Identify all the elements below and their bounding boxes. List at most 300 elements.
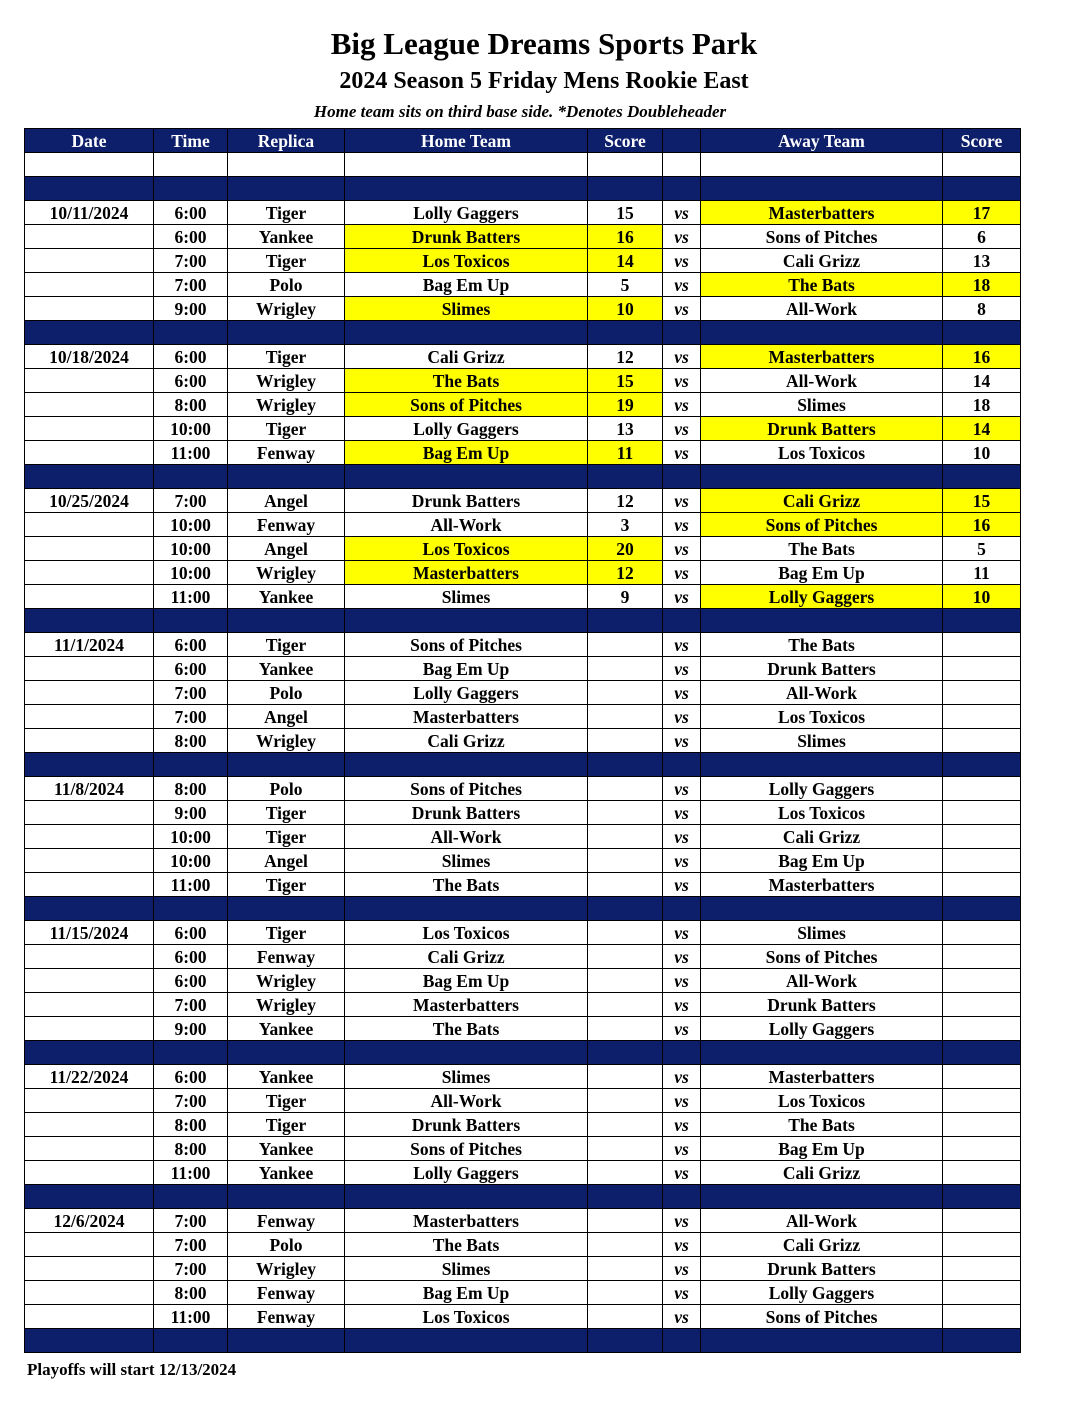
away-score-cell	[943, 921, 1021, 945]
separator-cell	[228, 177, 345, 201]
table-row	[25, 681, 1021, 705]
home-score-cell: 10	[588, 297, 663, 321]
time-cell: 7:00	[154, 249, 228, 273]
time-cell: 6:00	[154, 969, 228, 993]
home-team-cell: Masterbatters	[345, 1209, 588, 1233]
date-cell	[25, 273, 154, 297]
col-header-away-team: Away Team	[701, 129, 943, 153]
table-row	[25, 537, 1021, 561]
date-cell: 11/15/2024	[25, 921, 154, 945]
vs-cell: vs	[663, 633, 701, 657]
replica-cell: Wrigley	[228, 993, 345, 1017]
away-team-cell: All-Work	[701, 369, 943, 393]
separator-cell	[663, 1329, 701, 1353]
separator-cell	[701, 177, 943, 201]
replica-cell: Fenway	[228, 1209, 345, 1233]
blank-row	[25, 153, 1021, 177]
away-team-cell: The Bats	[701, 537, 943, 561]
separator-cell	[943, 1329, 1021, 1353]
home-score-cell	[588, 777, 663, 801]
home-score-cell	[588, 993, 663, 1017]
home-team-cell: Slimes	[345, 849, 588, 873]
vs-cell: vs	[663, 1089, 701, 1113]
separator-cell	[25, 753, 154, 777]
col-header-replica: Replica	[228, 129, 345, 153]
away-team-cell: Los Toxicos	[701, 705, 943, 729]
away-score-cell	[943, 1209, 1021, 1233]
table-row	[25, 297, 1021, 321]
replica-cell: Tiger	[228, 633, 345, 657]
table-row	[25, 705, 1021, 729]
separator-cell	[154, 753, 228, 777]
table-row	[25, 249, 1021, 273]
separator-cell	[663, 465, 701, 489]
away-score-cell	[943, 729, 1021, 753]
home-team-cell: Cali Grizz	[345, 945, 588, 969]
vs-cell: vs	[663, 777, 701, 801]
home-team-cell: Slimes	[345, 1065, 588, 1089]
home-team-cell: Los Toxicos	[345, 249, 588, 273]
home-score-cell	[588, 1233, 663, 1257]
home-score-cell	[588, 681, 663, 705]
home-score-cell	[588, 1209, 663, 1233]
vs-cell: vs	[663, 1065, 701, 1089]
replica-cell: Wrigley	[228, 969, 345, 993]
page-subtitle: 2024 Season 5 Friday Mens Rookie East	[339, 68, 749, 94]
schedule-body	[25, 153, 1021, 1353]
home-team-cell: Slimes	[345, 297, 588, 321]
vs-cell: vs	[663, 1233, 701, 1257]
away-team-cell: The Bats	[701, 273, 943, 297]
separator-cell	[943, 1041, 1021, 1065]
replica-cell: Tiger	[228, 825, 345, 849]
table-row	[25, 273, 1021, 297]
away-score-cell: 5	[943, 537, 1021, 561]
date-cell	[25, 1113, 154, 1137]
time-cell: 6:00	[154, 945, 228, 969]
table-row	[25, 945, 1021, 969]
table-row	[25, 825, 1021, 849]
home-score-cell	[588, 729, 663, 753]
away-score-cell: 10	[943, 585, 1021, 609]
separator-cell	[25, 897, 154, 921]
blank-cell	[943, 153, 1021, 177]
date-cell	[25, 441, 154, 465]
home-team-cell: Bag Em Up	[345, 657, 588, 681]
playoffs-note: Playoffs will start 12/13/2024	[27, 1360, 237, 1379]
vs-cell: vs	[663, 201, 701, 225]
away-score-cell	[943, 1065, 1021, 1089]
time-cell: 6:00	[154, 345, 228, 369]
home-team-cell: All-Work	[345, 1089, 588, 1113]
home-team-cell: Bag Em Up	[345, 969, 588, 993]
away-score-cell: 13	[943, 249, 1021, 273]
home-team-cell: Lolly Gaggers	[345, 1161, 588, 1185]
home-score-cell	[588, 1065, 663, 1089]
home-score-cell	[588, 633, 663, 657]
time-cell: 6:00	[154, 201, 228, 225]
away-score-cell: 14	[943, 369, 1021, 393]
separator-cell	[943, 465, 1021, 489]
away-team-cell: Slimes	[701, 729, 943, 753]
away-score-cell	[943, 873, 1021, 897]
vs-cell: vs	[663, 441, 701, 465]
away-score-cell: 17	[943, 201, 1021, 225]
replica-cell: Fenway	[228, 1305, 345, 1329]
away-team-cell: All-Work	[701, 681, 943, 705]
vs-cell: vs	[663, 369, 701, 393]
date-cell	[25, 993, 154, 1017]
replica-cell: Tiger	[228, 417, 345, 441]
replica-cell: Yankee	[228, 1137, 345, 1161]
away-score-cell: 16	[943, 513, 1021, 537]
home-score-cell	[588, 801, 663, 825]
separator-cell	[345, 465, 588, 489]
separator-cell	[228, 465, 345, 489]
table-row	[25, 1137, 1021, 1161]
time-cell: 6:00	[154, 921, 228, 945]
time-cell: 10:00	[154, 537, 228, 561]
away-score-cell	[943, 1137, 1021, 1161]
table-row	[25, 393, 1021, 417]
table-row	[25, 489, 1021, 513]
separator-cell	[588, 897, 663, 921]
time-cell: 7:00	[154, 705, 228, 729]
away-team-cell: Slimes	[701, 921, 943, 945]
separator-cell	[345, 897, 588, 921]
week-separator-row	[25, 465, 1021, 489]
home-team-cell: Cali Grizz	[345, 729, 588, 753]
away-team-cell: Bag Em Up	[701, 561, 943, 585]
separator-cell	[701, 609, 943, 633]
replica-cell: Yankee	[228, 657, 345, 681]
col-header-away-score: Score	[943, 129, 1021, 153]
separator-cell	[701, 1329, 943, 1353]
away-score-cell	[943, 705, 1021, 729]
date-cell	[25, 1089, 154, 1113]
table-row	[25, 1281, 1021, 1305]
table-row	[25, 225, 1021, 249]
separator-cell	[588, 753, 663, 777]
away-score-cell	[943, 969, 1021, 993]
away-score-cell: 18	[943, 393, 1021, 417]
table-row	[25, 729, 1021, 753]
away-score-cell	[943, 777, 1021, 801]
table-row	[25, 369, 1021, 393]
replica-cell: Angel	[228, 849, 345, 873]
blank-cell	[345, 153, 588, 177]
time-cell: 10:00	[154, 825, 228, 849]
vs-cell: vs	[663, 273, 701, 297]
replica-cell: Tiger	[228, 1089, 345, 1113]
home-score-cell	[588, 1137, 663, 1161]
replica-cell: Tiger	[228, 1113, 345, 1137]
time-cell: 8:00	[154, 393, 228, 417]
home-score-cell: 15	[588, 369, 663, 393]
date-cell	[25, 1281, 154, 1305]
separator-cell	[588, 321, 663, 345]
time-cell: 8:00	[154, 1137, 228, 1161]
week-separator-row	[25, 897, 1021, 921]
home-score-cell: 19	[588, 393, 663, 417]
week-separator-row	[25, 1329, 1021, 1353]
separator-cell	[154, 1185, 228, 1209]
home-score-cell: 13	[588, 417, 663, 441]
table-row	[25, 1113, 1021, 1137]
table-header-row	[25, 129, 1021, 153]
vs-cell: vs	[663, 1017, 701, 1041]
vs-cell: vs	[663, 993, 701, 1017]
separator-cell	[228, 609, 345, 633]
away-score-cell: 8	[943, 297, 1021, 321]
away-team-cell: The Bats	[701, 1113, 943, 1137]
home-team-cell: Los Toxicos	[345, 537, 588, 561]
time-cell: 7:00	[154, 1209, 228, 1233]
date-cell	[25, 249, 154, 273]
home-score-cell: 12	[588, 345, 663, 369]
away-score-cell	[943, 825, 1021, 849]
home-score-cell	[588, 873, 663, 897]
separator-cell	[345, 753, 588, 777]
home-team-cell: The Bats	[345, 369, 588, 393]
table-row	[25, 921, 1021, 945]
vs-cell: vs	[663, 585, 701, 609]
home-score-cell	[588, 1161, 663, 1185]
away-score-cell: 15	[943, 489, 1021, 513]
separator-cell	[345, 1185, 588, 1209]
separator-cell	[943, 897, 1021, 921]
date-cell	[25, 1233, 154, 1257]
away-team-cell: Drunk Batters	[701, 417, 943, 441]
vs-cell: vs	[663, 297, 701, 321]
home-score-cell: 15	[588, 201, 663, 225]
replica-cell: Tiger	[228, 801, 345, 825]
replica-cell: Polo	[228, 777, 345, 801]
table-row	[25, 1257, 1021, 1281]
away-team-cell: Sons of Pitches	[701, 1305, 943, 1329]
vs-cell: vs	[663, 1113, 701, 1137]
week-separator-row	[25, 177, 1021, 201]
replica-cell: Yankee	[228, 1065, 345, 1089]
time-cell: 11:00	[154, 585, 228, 609]
time-cell: 11:00	[154, 873, 228, 897]
table-row	[25, 849, 1021, 873]
away-team-cell: Cali Grizz	[701, 249, 943, 273]
away-team-cell: Los Toxicos	[701, 801, 943, 825]
away-score-cell	[943, 801, 1021, 825]
separator-cell	[701, 1185, 943, 1209]
vs-cell: vs	[663, 945, 701, 969]
date-cell	[25, 393, 154, 417]
home-team-cell: Drunk Batters	[345, 801, 588, 825]
separator-cell	[154, 1329, 228, 1353]
away-team-cell: Drunk Batters	[701, 1257, 943, 1281]
away-score-cell	[943, 1305, 1021, 1329]
col-header-home-score: Score	[588, 129, 663, 153]
date-cell	[25, 729, 154, 753]
date-cell	[25, 1305, 154, 1329]
replica-cell: Wrigley	[228, 369, 345, 393]
separator-cell	[588, 177, 663, 201]
vs-cell: vs	[663, 705, 701, 729]
home-score-cell: 11	[588, 441, 663, 465]
time-cell: 9:00	[154, 801, 228, 825]
away-team-cell: Bag Em Up	[701, 849, 943, 873]
time-cell: 11:00	[154, 1161, 228, 1185]
away-score-cell: 16	[943, 345, 1021, 369]
col-header-home-team: Home Team	[345, 129, 588, 153]
separator-cell	[943, 1185, 1021, 1209]
separator-cell	[154, 897, 228, 921]
table-row	[25, 657, 1021, 681]
table-row	[25, 417, 1021, 441]
away-score-cell	[943, 945, 1021, 969]
blank-cell	[25, 153, 154, 177]
vs-cell: vs	[663, 657, 701, 681]
away-team-cell: Los Toxicos	[701, 1089, 943, 1113]
away-score-cell	[943, 993, 1021, 1017]
replica-cell: Angel	[228, 705, 345, 729]
home-team-cell: Cali Grizz	[345, 345, 588, 369]
home-score-cell	[588, 969, 663, 993]
time-cell: 8:00	[154, 777, 228, 801]
home-team-cell: Sons of Pitches	[345, 1137, 588, 1161]
time-cell: 8:00	[154, 1281, 228, 1305]
blank-cell	[588, 153, 663, 177]
replica-cell: Angel	[228, 489, 345, 513]
table-row	[25, 777, 1021, 801]
date-cell	[25, 561, 154, 585]
table-row	[25, 969, 1021, 993]
separator-cell	[25, 177, 154, 201]
home-score-cell	[588, 1281, 663, 1305]
away-team-cell: All-Work	[701, 1209, 943, 1233]
away-team-cell: Slimes	[701, 393, 943, 417]
home-score-cell: 3	[588, 513, 663, 537]
separator-cell	[943, 609, 1021, 633]
away-score-cell	[943, 1281, 1021, 1305]
home-team-cell: Los Toxicos	[345, 921, 588, 945]
home-team-cell: The Bats	[345, 873, 588, 897]
table-row	[25, 1305, 1021, 1329]
table-row	[25, 1233, 1021, 1257]
date-cell	[25, 1137, 154, 1161]
replica-cell: Tiger	[228, 873, 345, 897]
replica-cell: Tiger	[228, 345, 345, 369]
replica-cell: Wrigley	[228, 561, 345, 585]
away-team-cell: Cali Grizz	[701, 825, 943, 849]
time-cell: 7:00	[154, 1233, 228, 1257]
vs-cell: vs	[663, 1161, 701, 1185]
away-team-cell: Masterbatters	[701, 873, 943, 897]
time-cell: 8:00	[154, 1113, 228, 1137]
week-separator-row	[25, 609, 1021, 633]
time-cell: 7:00	[154, 1089, 228, 1113]
away-team-cell: Bag Em Up	[701, 1137, 943, 1161]
replica-cell: Tiger	[228, 921, 345, 945]
home-score-cell: 5	[588, 273, 663, 297]
date-cell: 11/22/2024	[25, 1065, 154, 1089]
home-team-cell: Drunk Batters	[345, 1113, 588, 1137]
separator-cell	[701, 321, 943, 345]
replica-cell: Fenway	[228, 441, 345, 465]
home-team-cell: Drunk Batters	[345, 489, 588, 513]
away-score-cell	[943, 1089, 1021, 1113]
home-team-cell: Slimes	[345, 1257, 588, 1281]
week-separator-row	[25, 1041, 1021, 1065]
away-score-cell: 18	[943, 273, 1021, 297]
separator-cell	[228, 1185, 345, 1209]
vs-cell: vs	[663, 1257, 701, 1281]
separator-cell	[701, 465, 943, 489]
time-cell: 9:00	[154, 297, 228, 321]
time-cell: 7:00	[154, 489, 228, 513]
separator-cell	[943, 753, 1021, 777]
vs-cell: vs	[663, 801, 701, 825]
away-score-cell	[943, 657, 1021, 681]
separator-cell	[228, 1041, 345, 1065]
away-score-cell: 11	[943, 561, 1021, 585]
separator-cell	[663, 1041, 701, 1065]
date-cell: 11/8/2024	[25, 777, 154, 801]
vs-cell: vs	[663, 849, 701, 873]
date-cell	[25, 825, 154, 849]
home-team-cell: Sons of Pitches	[345, 777, 588, 801]
date-cell	[25, 537, 154, 561]
separator-cell	[663, 753, 701, 777]
away-score-cell: 14	[943, 417, 1021, 441]
date-cell	[25, 1257, 154, 1281]
time-cell: 10:00	[154, 417, 228, 441]
date-cell: 10/11/2024	[25, 201, 154, 225]
vs-cell: vs	[663, 249, 701, 273]
separator-cell	[228, 1329, 345, 1353]
separator-cell	[154, 465, 228, 489]
home-team-cell: All-Work	[345, 825, 588, 849]
date-cell	[25, 513, 154, 537]
away-team-cell: Drunk Batters	[701, 993, 943, 1017]
home-team-cell: The Bats	[345, 1233, 588, 1257]
away-score-cell	[943, 633, 1021, 657]
replica-cell: Fenway	[228, 513, 345, 537]
time-cell: 7:00	[154, 1257, 228, 1281]
replica-cell: Yankee	[228, 585, 345, 609]
table-row	[25, 1209, 1021, 1233]
away-team-cell: All-Work	[701, 969, 943, 993]
replica-cell: Yankee	[228, 1017, 345, 1041]
time-cell: 9:00	[154, 1017, 228, 1041]
vs-cell: vs	[663, 1209, 701, 1233]
replica-cell: Wrigley	[228, 1257, 345, 1281]
home-team-cell: Masterbatters	[345, 561, 588, 585]
replica-cell: Polo	[228, 1233, 345, 1257]
away-team-cell: Sons of Pitches	[701, 945, 943, 969]
separator-cell	[25, 1041, 154, 1065]
home-team-cell: Masterbatters	[345, 993, 588, 1017]
table-row	[25, 585, 1021, 609]
separator-cell	[345, 609, 588, 633]
vs-cell: vs	[663, 489, 701, 513]
away-team-cell: Masterbatters	[701, 1065, 943, 1089]
table-row	[25, 1017, 1021, 1041]
date-cell: 10/25/2024	[25, 489, 154, 513]
vs-cell: vs	[663, 1281, 701, 1305]
separator-cell	[588, 1329, 663, 1353]
separator-cell	[25, 1185, 154, 1209]
time-cell: 11:00	[154, 441, 228, 465]
replica-cell: Fenway	[228, 1281, 345, 1305]
away-score-cell: 10	[943, 441, 1021, 465]
